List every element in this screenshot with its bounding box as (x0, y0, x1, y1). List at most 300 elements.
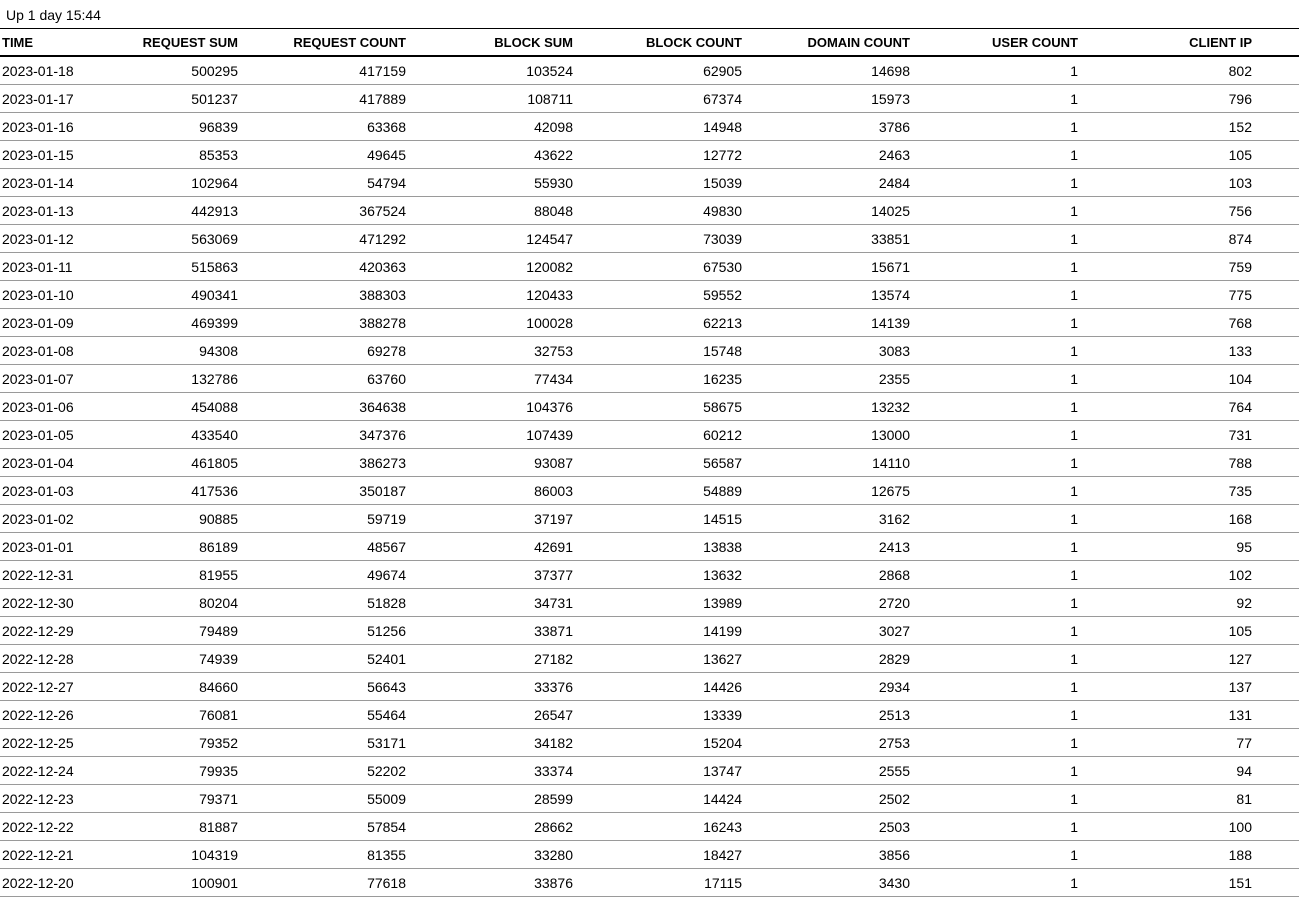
cell-spacer (1256, 169, 1299, 197)
cell-block-count: 49830 (577, 197, 746, 225)
cell-domain-count: 2513 (746, 701, 914, 729)
cell-client-ip: 802 (1082, 56, 1256, 85)
table-row (0, 337, 1299, 365)
cell-domain-count: 2829 (746, 645, 914, 673)
cell-block-count: 73039 (577, 225, 746, 253)
cell-block-sum: 55930 (410, 169, 577, 197)
cell-spacer (1256, 225, 1299, 253)
cell-spacer (1256, 729, 1299, 757)
cell-request-count: 417889 (242, 85, 410, 113)
cell-user-count: 1 (914, 141, 1082, 169)
cell-block-sum: 33871 (410, 617, 577, 645)
cell-domain-count: 2753 (746, 729, 914, 757)
cell-user-count: 1 (914, 505, 1082, 533)
cell-spacer (1256, 56, 1299, 85)
cell-domain-count: 15973 (746, 85, 914, 113)
cell-block-count: 62213 (577, 309, 746, 337)
cell-user-count: 1 (914, 365, 1082, 393)
cell-request-sum: 490341 (70, 281, 242, 309)
table-row (0, 197, 1299, 225)
cell-request-count: 57854 (242, 813, 410, 841)
table-row (0, 785, 1299, 813)
cell-client-ip: 103 (1082, 169, 1256, 197)
column-header-time: TIME (0, 29, 70, 57)
cell-time: 2023-01-11 (0, 253, 70, 281)
cell-block-sum: 120433 (410, 281, 577, 309)
cell-block-sum: 77434 (410, 365, 577, 393)
cell-block-count: 14426 (577, 673, 746, 701)
cell-time: 2023-01-04 (0, 449, 70, 477)
cell-user-count: 1 (914, 197, 1082, 225)
cell-block-sum: 42098 (410, 113, 577, 141)
cell-time: 2023-01-07 (0, 365, 70, 393)
cell-block-sum: 120082 (410, 253, 577, 281)
cell-spacer (1256, 785, 1299, 813)
cell-client-ip: 92 (1082, 589, 1256, 617)
cell-block-count: 13632 (577, 561, 746, 589)
cell-domain-count: 13232 (746, 393, 914, 421)
cell-domain-count: 14139 (746, 309, 914, 337)
cell-user-count: 1 (914, 841, 1082, 869)
cell-client-ip: 137 (1082, 673, 1256, 701)
cell-user-count: 1 (914, 225, 1082, 253)
cell-request-sum: 79489 (70, 617, 242, 645)
cell-spacer (1256, 281, 1299, 309)
table-row (0, 869, 1299, 897)
table-row (0, 757, 1299, 785)
cell-block-count: 16235 (577, 365, 746, 393)
cell-client-ip: 105 (1082, 617, 1256, 645)
cell-spacer (1256, 197, 1299, 225)
cell-spacer (1256, 701, 1299, 729)
table-row (0, 617, 1299, 645)
cell-time: 2022-12-31 (0, 561, 70, 589)
cell-client-ip: 95 (1082, 533, 1256, 561)
table-row (0, 113, 1299, 141)
cell-user-count: 1 (914, 393, 1082, 421)
cell-block-sum: 107439 (410, 421, 577, 449)
cell-request-count: 63760 (242, 365, 410, 393)
cell-client-ip: 756 (1082, 197, 1256, 225)
cell-block-sum: 34731 (410, 589, 577, 617)
cell-time: 2023-01-09 (0, 309, 70, 337)
table-row (0, 309, 1299, 337)
cell-block-count: 54889 (577, 477, 746, 505)
cell-domain-count: 2868 (746, 561, 914, 589)
cell-block-count: 13989 (577, 589, 746, 617)
cell-domain-count: 14698 (746, 56, 914, 85)
cell-block-count: 58675 (577, 393, 746, 421)
table-row (0, 589, 1299, 617)
table-row (0, 729, 1299, 757)
cell-request-count: 77618 (242, 869, 410, 897)
cell-client-ip: 104 (1082, 365, 1256, 393)
cell-block-count: 13838 (577, 533, 746, 561)
cell-request-sum: 100901 (70, 869, 242, 897)
cell-request-sum: 469399 (70, 309, 242, 337)
cell-block-sum: 28662 (410, 813, 577, 841)
cell-client-ip: 731 (1082, 421, 1256, 449)
cell-block-sum: 33374 (410, 757, 577, 785)
table-row (0, 85, 1299, 113)
cell-user-count: 1 (914, 113, 1082, 141)
cell-user-count: 1 (914, 253, 1082, 281)
cell-request-count: 69278 (242, 337, 410, 365)
cell-block-sum: 37197 (410, 505, 577, 533)
cell-block-sum: 33280 (410, 841, 577, 869)
cell-block-count: 13627 (577, 645, 746, 673)
cell-spacer (1256, 533, 1299, 561)
table-row (0, 421, 1299, 449)
cell-user-count: 1 (914, 785, 1082, 813)
cell-time: 2023-01-02 (0, 505, 70, 533)
cell-block-count: 67374 (577, 85, 746, 113)
cell-client-ip: 133 (1082, 337, 1256, 365)
table-row (0, 393, 1299, 421)
cell-request-sum: 96839 (70, 113, 242, 141)
cell-domain-count: 3786 (746, 113, 914, 141)
cell-time: 2023-01-01 (0, 533, 70, 561)
table-row (0, 701, 1299, 729)
cell-time: 2022-12-23 (0, 785, 70, 813)
cell-user-count: 1 (914, 169, 1082, 197)
cell-request-count: 59719 (242, 505, 410, 533)
table-row (0, 141, 1299, 169)
cell-spacer (1256, 85, 1299, 113)
table-row (0, 365, 1299, 393)
cell-request-count: 48567 (242, 533, 410, 561)
cell-client-ip: 788 (1082, 449, 1256, 477)
cell-request-sum: 433540 (70, 421, 242, 449)
cell-user-count: 1 (914, 673, 1082, 701)
cell-client-ip: 77 (1082, 729, 1256, 757)
cell-domain-count: 3856 (746, 841, 914, 869)
cell-time: 2022-12-21 (0, 841, 70, 869)
table-row (0, 477, 1299, 505)
cell-time: 2023-01-14 (0, 169, 70, 197)
cell-block-sum: 100028 (410, 309, 577, 337)
cell-spacer (1256, 617, 1299, 645)
column-header-client-ip: CLIENT IP (1082, 29, 1256, 57)
cell-domain-count: 14110 (746, 449, 914, 477)
cell-domain-count: 2503 (746, 813, 914, 841)
cell-spacer (1256, 869, 1299, 897)
cell-request-sum: 79371 (70, 785, 242, 813)
cell-domain-count: 2720 (746, 589, 914, 617)
cell-block-sum: 37377 (410, 561, 577, 589)
cell-request-sum: 132786 (70, 365, 242, 393)
cell-spacer (1256, 421, 1299, 449)
cell-spacer (1256, 505, 1299, 533)
cell-time: 2023-01-10 (0, 281, 70, 309)
cell-request-sum: 501237 (70, 85, 242, 113)
cell-request-count: 63368 (242, 113, 410, 141)
cell-time: 2023-01-12 (0, 225, 70, 253)
cell-block-count: 15748 (577, 337, 746, 365)
cell-time: 2022-12-20 (0, 869, 70, 897)
cell-block-sum: 27182 (410, 645, 577, 673)
cell-time: 2023-01-05 (0, 421, 70, 449)
cell-block-count: 59552 (577, 281, 746, 309)
column-header-spacer (1256, 29, 1299, 57)
cell-client-ip: 152 (1082, 113, 1256, 141)
table-row (0, 56, 1299, 85)
cell-block-count: 17115 (577, 869, 746, 897)
column-header-request-count: REQUEST COUNT (242, 29, 410, 57)
cell-time: 2022-12-27 (0, 673, 70, 701)
cell-spacer (1256, 365, 1299, 393)
cell-request-sum: 442913 (70, 197, 242, 225)
table-row (0, 253, 1299, 281)
cell-user-count: 1 (914, 869, 1082, 897)
cell-request-sum: 102964 (70, 169, 242, 197)
cell-spacer (1256, 309, 1299, 337)
cell-client-ip: 768 (1082, 309, 1256, 337)
cell-domain-count: 2484 (746, 169, 914, 197)
cell-block-count: 14199 (577, 617, 746, 645)
cell-client-ip: 188 (1082, 841, 1256, 869)
table-row (0, 169, 1299, 197)
cell-block-sum: 108711 (410, 85, 577, 113)
cell-request-count: 51256 (242, 617, 410, 645)
cell-request-sum: 417536 (70, 477, 242, 505)
cell-block-count: 15204 (577, 729, 746, 757)
cell-request-count: 417159 (242, 56, 410, 85)
cell-time: 2022-12-29 (0, 617, 70, 645)
cell-user-count: 1 (914, 729, 1082, 757)
cell-time: 2023-01-16 (0, 113, 70, 141)
cell-request-count: 55464 (242, 701, 410, 729)
table-row (0, 645, 1299, 673)
cell-block-count: 67530 (577, 253, 746, 281)
cell-spacer (1256, 253, 1299, 281)
cell-block-sum: 33376 (410, 673, 577, 701)
cell-user-count: 1 (914, 85, 1082, 113)
cell-spacer (1256, 645, 1299, 673)
table-row (0, 225, 1299, 253)
cell-request-sum: 85353 (70, 141, 242, 169)
cell-client-ip: 105 (1082, 141, 1256, 169)
cell-domain-count: 3027 (746, 617, 914, 645)
cell-client-ip: 775 (1082, 281, 1256, 309)
cell-request-count: 388303 (242, 281, 410, 309)
cell-client-ip: 127 (1082, 645, 1256, 673)
cell-time: 2022-12-28 (0, 645, 70, 673)
cell-request-sum: 74939 (70, 645, 242, 673)
cell-block-sum: 103524 (410, 56, 577, 85)
cell-request-sum: 90885 (70, 505, 242, 533)
cell-request-count: 51828 (242, 589, 410, 617)
cell-user-count: 1 (914, 449, 1082, 477)
cell-spacer (1256, 477, 1299, 505)
cell-block-count: 14515 (577, 505, 746, 533)
column-header-block-count: BLOCK COUNT (577, 29, 746, 57)
stats-table (0, 28, 1299, 897)
uptime-status: Up 1 day 15:44 (6, 7, 101, 23)
cell-request-sum: 81955 (70, 561, 242, 589)
cell-time: 2023-01-17 (0, 85, 70, 113)
cell-domain-count: 13574 (746, 281, 914, 309)
cell-user-count: 1 (914, 281, 1082, 309)
cell-block-count: 13339 (577, 701, 746, 729)
cell-request-sum: 104319 (70, 841, 242, 869)
cell-user-count: 1 (914, 617, 1082, 645)
cell-block-sum: 88048 (410, 197, 577, 225)
cell-block-count: 14424 (577, 785, 746, 813)
cell-user-count: 1 (914, 533, 1082, 561)
cell-spacer (1256, 141, 1299, 169)
cell-block-count: 14948 (577, 113, 746, 141)
cell-spacer (1256, 393, 1299, 421)
cell-block-count: 60212 (577, 421, 746, 449)
cell-request-count: 420363 (242, 253, 410, 281)
cell-client-ip: 874 (1082, 225, 1256, 253)
cell-block-sum: 33876 (410, 869, 577, 897)
cell-domain-count: 12675 (746, 477, 914, 505)
cell-block-sum: 34182 (410, 729, 577, 757)
table-row (0, 841, 1299, 869)
cell-request-sum: 515863 (70, 253, 242, 281)
cell-request-sum: 84660 (70, 673, 242, 701)
cell-spacer (1256, 337, 1299, 365)
column-header-user-count: USER COUNT (914, 29, 1082, 57)
cell-client-ip: 759 (1082, 253, 1256, 281)
cell-block-sum: 32753 (410, 337, 577, 365)
cell-block-count: 12772 (577, 141, 746, 169)
cell-request-count: 367524 (242, 197, 410, 225)
cell-user-count: 1 (914, 561, 1082, 589)
cell-request-count: 364638 (242, 393, 410, 421)
cell-request-count: 350187 (242, 477, 410, 505)
cell-block-sum: 43622 (410, 141, 577, 169)
cell-domain-count: 2463 (746, 141, 914, 169)
table-row (0, 281, 1299, 309)
cell-client-ip: 151 (1082, 869, 1256, 897)
cell-spacer (1256, 813, 1299, 841)
cell-spacer (1256, 757, 1299, 785)
cell-client-ip: 100 (1082, 813, 1256, 841)
cell-time: 2022-12-30 (0, 589, 70, 617)
cell-user-count: 1 (914, 477, 1082, 505)
cell-user-count: 1 (914, 337, 1082, 365)
cell-client-ip: 168 (1082, 505, 1256, 533)
cell-block-sum: 104376 (410, 393, 577, 421)
cell-request-sum: 81887 (70, 813, 242, 841)
cell-client-ip: 94 (1082, 757, 1256, 785)
cell-block-count: 16243 (577, 813, 746, 841)
cell-user-count: 1 (914, 701, 1082, 729)
cell-client-ip: 796 (1082, 85, 1256, 113)
cell-time: 2023-01-08 (0, 337, 70, 365)
cell-domain-count: 2355 (746, 365, 914, 393)
cell-domain-count: 14025 (746, 197, 914, 225)
cell-block-sum: 26547 (410, 701, 577, 729)
cell-client-ip: 102 (1082, 561, 1256, 589)
cell-spacer (1256, 673, 1299, 701)
cell-request-sum: 76081 (70, 701, 242, 729)
cell-request-count: 56643 (242, 673, 410, 701)
column-header-block-sum: BLOCK SUM (410, 29, 577, 57)
cell-request-sum: 79352 (70, 729, 242, 757)
cell-spacer (1256, 113, 1299, 141)
cell-request-sum: 79935 (70, 757, 242, 785)
cell-client-ip: 764 (1082, 393, 1256, 421)
table-row (0, 449, 1299, 477)
cell-domain-count: 2502 (746, 785, 914, 813)
cell-user-count: 1 (914, 309, 1082, 337)
cell-domain-count: 2555 (746, 757, 914, 785)
cell-block-sum: 86003 (410, 477, 577, 505)
table-header-row (0, 29, 1299, 57)
cell-block-sum: 28599 (410, 785, 577, 813)
cell-user-count: 1 (914, 645, 1082, 673)
cell-block-count: 18427 (577, 841, 746, 869)
cell-domain-count: 33851 (746, 225, 914, 253)
cell-request-count: 347376 (242, 421, 410, 449)
cell-request-count: 55009 (242, 785, 410, 813)
cell-spacer (1256, 561, 1299, 589)
cell-request-count: 52202 (242, 757, 410, 785)
cell-domain-count: 2413 (746, 533, 914, 561)
cell-time: 2022-12-26 (0, 701, 70, 729)
cell-domain-count: 13000 (746, 421, 914, 449)
cell-request-sum: 86189 (70, 533, 242, 561)
cell-time: 2023-01-15 (0, 141, 70, 169)
cell-time: 2023-01-03 (0, 477, 70, 505)
cell-domain-count: 15671 (746, 253, 914, 281)
cell-request-count: 49674 (242, 561, 410, 589)
cell-user-count: 1 (914, 813, 1082, 841)
cell-spacer (1256, 589, 1299, 617)
cell-time: 2023-01-18 (0, 56, 70, 85)
cell-request-count: 471292 (242, 225, 410, 253)
cell-request-sum: 80204 (70, 589, 242, 617)
cell-request-count: 53171 (242, 729, 410, 757)
cell-block-count: 56587 (577, 449, 746, 477)
column-header-domain-count: DOMAIN COUNT (746, 29, 914, 57)
cell-request-sum: 461805 (70, 449, 242, 477)
cell-time: 2023-01-13 (0, 197, 70, 225)
cell-client-ip: 81 (1082, 785, 1256, 813)
cell-request-sum: 563069 (70, 225, 242, 253)
table-body (0, 56, 1299, 897)
table-row (0, 813, 1299, 841)
cell-request-count: 52401 (242, 645, 410, 673)
cell-domain-count: 3162 (746, 505, 914, 533)
cell-spacer (1256, 841, 1299, 869)
table-row (0, 533, 1299, 561)
cell-client-ip: 735 (1082, 477, 1256, 505)
table-row (0, 505, 1299, 533)
cell-domain-count: 3083 (746, 337, 914, 365)
cell-user-count: 1 (914, 589, 1082, 617)
cell-block-sum: 42691 (410, 533, 577, 561)
cell-client-ip: 131 (1082, 701, 1256, 729)
cell-request-count: 386273 (242, 449, 410, 477)
cell-block-sum: 124547 (410, 225, 577, 253)
cell-request-sum: 94308 (70, 337, 242, 365)
table-row (0, 673, 1299, 701)
cell-spacer (1256, 449, 1299, 477)
cell-request-count: 81355 (242, 841, 410, 869)
cell-time: 2023-01-06 (0, 393, 70, 421)
cell-block-count: 62905 (577, 56, 746, 85)
cell-request-count: 54794 (242, 169, 410, 197)
cell-user-count: 1 (914, 56, 1082, 85)
cell-request-sum: 454088 (70, 393, 242, 421)
cell-domain-count: 3430 (746, 869, 914, 897)
cell-user-count: 1 (914, 757, 1082, 785)
